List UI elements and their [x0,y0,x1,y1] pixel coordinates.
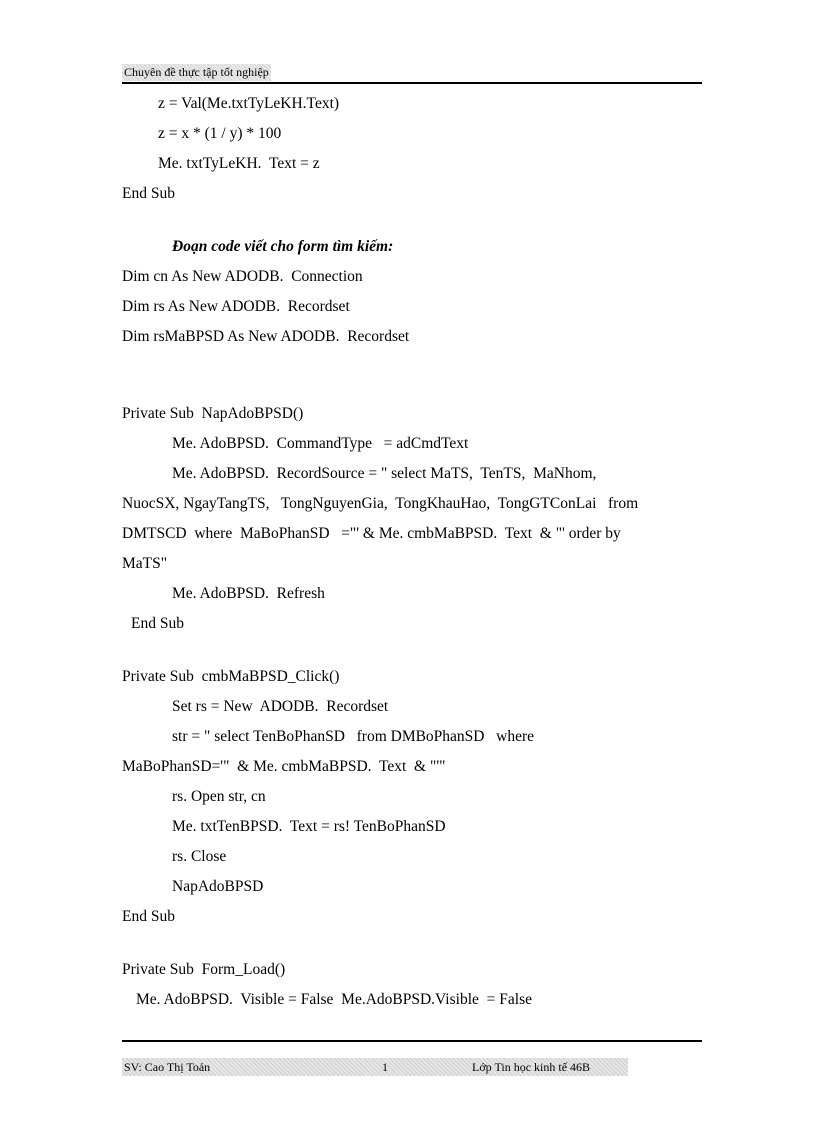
code-line: Private Sub Form_Load() [122,961,286,978]
code-line: z = Val(Me.txtTyLeKH.Text) [158,95,340,112]
code-line: DMTSCD where MaBoPhanSD ="' & Me. cmbMaBPSD. Text & "' order by [122,525,621,542]
code-line: End Sub [122,908,175,925]
code-line: Me. txtTenBPSD. Text = rs! TenBoPhanSD [172,818,446,835]
code-line: End Sub [122,185,175,202]
code-line: MaBoPhanSD='" & Me. cmbMaBPSD. Text & "'" [122,758,446,775]
code-line: rs. Close [172,848,227,865]
code-line: Me. txtTyLeKH. Text = z [158,155,320,172]
code-line: rs. Open str, cn [172,788,266,805]
code-line: Me. AdoBPSD. RecordSource = " select MaTS, TenTS, MaNhom, [172,465,597,482]
footer-divider [122,1040,702,1042]
code-line: End Sub [131,615,184,632]
code-line: Dim rs As New ADODB. Recordset [122,298,350,315]
code-line: Dim rsMaBPSD As New ADODB. Recordset [122,328,410,345]
page-header-title: Chuyên đề thực tập tốt nghiệp [124,65,269,79]
code-line: Dim cn As New ADODB. Connection [122,268,363,285]
code-line: Private Sub cmbMaBPSD_Click() [122,668,340,685]
code-line: str = " select TenBoPhanSD from DMBoPhanSD where [172,728,534,745]
code-line: MaTS" [122,555,168,572]
footer-class: Lớp Tin học kinh tế 46B [472,1060,591,1074]
code-line: Me. AdoBPSD. Visible = False Me.AdoBPSD.Visible = False [136,991,532,1008]
code-line: Private Sub NapAdoBPSD() [122,405,304,422]
code-line: NuocSX, NgayTangTS, TongNguyenGia, TongKhauHao, TongGTConLai from [122,495,639,512]
code-line: NapAdoBPSD [172,878,264,895]
code-line: Me. AdoBPSD. CommandType = adCmdText [172,435,469,452]
code-line: Set rs = New ADODB. Recordset [172,698,389,715]
footer-page-number: 1 [382,1060,388,1074]
code-line: z = x * (1 / y) * 100 [158,125,282,142]
footer-student: SV: Cao Thị Toản [124,1060,211,1074]
code-line: Me. AdoBPSD. Refresh [172,585,325,602]
section-heading: Đoạn code viết cho form tìm kiếm: [172,238,394,255]
header-divider [122,82,702,84]
